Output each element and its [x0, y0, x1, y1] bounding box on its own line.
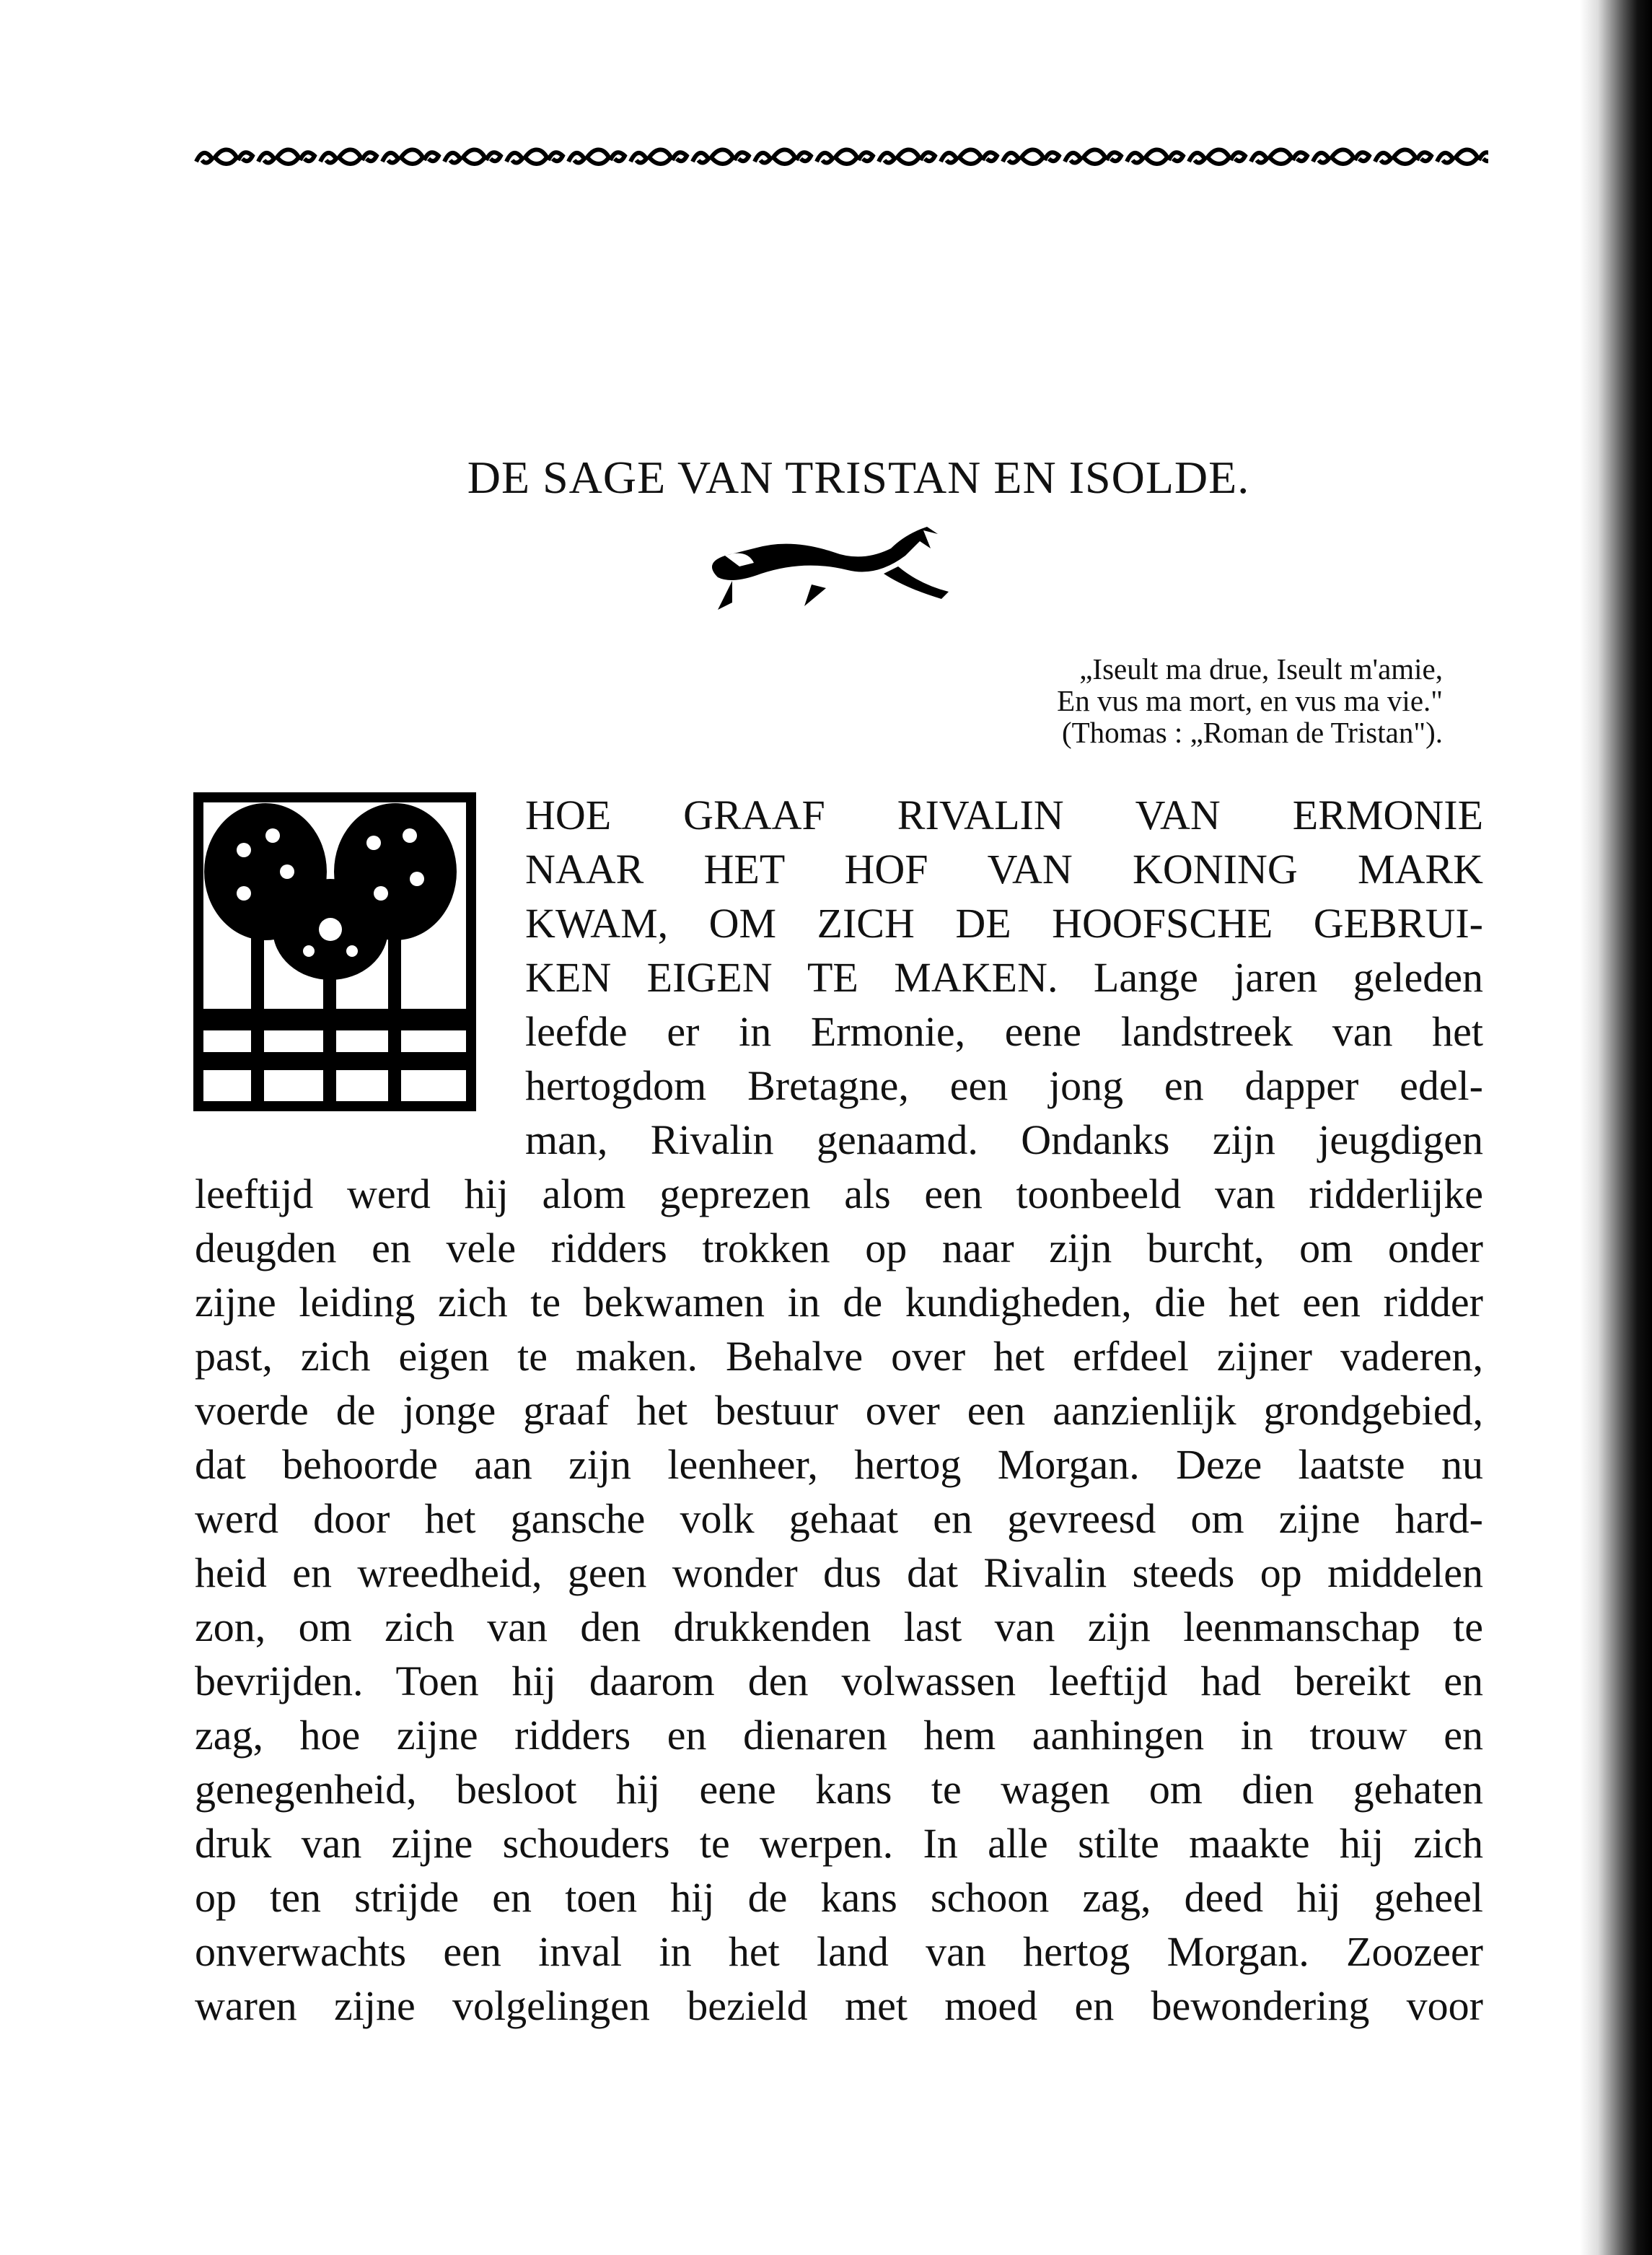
epigraph-line: „Iseult ma drue, Iseult m'amie, — [1079, 652, 1443, 686]
text-line: KEN EIGEN TE MAKEN. Lange jaren geleden — [525, 954, 1483, 1001]
text-line: KWAM, OM ZICH DE HOOFSCHE GEBRUI- — [525, 900, 1483, 947]
text-line: deugden en vele ridders trokken op naar zijn burcht, om onder — [195, 1225, 1483, 1271]
ornamental-border — [193, 143, 1488, 172]
text-line: onverwachts een inval in het land van hertog Morgan. Zoozeer — [195, 1928, 1483, 1975]
text-line: werd door het gansche volk gehaat en gevreesd om zijne hard- — [195, 1495, 1483, 1542]
epigraph — [1057, 653, 1443, 748]
scan-page-edge — [1580, 0, 1652, 2255]
page-title: DE SAGE VAN TRISTAN EN ISOLDE. — [467, 452, 1250, 503]
text-line: genegenheid, besloot hij eene kans te wagen om dien gehaten — [195, 1766, 1483, 1813]
text-line: leefde er in Ermonie, eene landstreek van het — [525, 1008, 1483, 1055]
text-line: waren zijne volgelingen bezield met moed en bewondering voor — [195, 1982, 1483, 2029]
text-line: voerde de jonge graaf het bestuur over een aanzienlijk grondgebied, — [195, 1387, 1483, 1434]
epigraph-line: En vus ma mort, en vus ma vie." — [1057, 684, 1443, 717]
text-line: hertogdom Bretagne, een jong en dapper edel- — [525, 1062, 1483, 1109]
text-line: zag, hoe zijne ridders en dienaren hem aanhingen in trouw en — [195, 1712, 1483, 1759]
decorative-initial-tree-illustration — [193, 792, 476, 1111]
text-line: man, Rivalin genaamd. Ondanks zijn jeugdigen — [525, 1116, 1483, 1163]
text-line: HOE GRAAF RIVALIN VAN ERMONIE — [525, 792, 1483, 838]
text-line: NAAR HET HOF VAN KONING MARK — [525, 846, 1483, 893]
epigraph-attribution: (Thomas : „Roman de Tristan"). — [1061, 716, 1443, 749]
text-line: bevrijden. Toen hij daarom den volwassen leeftijd had bereikt en — [195, 1658, 1483, 1704]
text-line: zon, om zich van den drukkenden last van zijn leenmanschap te — [195, 1603, 1483, 1650]
text-line: druk van zijne schouders te werpen. In alle stilte maakte hij zich — [195, 1820, 1483, 1867]
text-line: heid en wreedheid, geen wonder dus dat Rivalin steeds op middelen — [195, 1549, 1483, 1596]
text-line: op ten strijde en toen hij de kans schoon zag, deed hij geheel — [195, 1874, 1483, 1921]
dragon-ornament-icon — [703, 527, 977, 621]
text-line: leeftijd werd hij alom geprezen als een toonbeeld van ridderlijke — [195, 1170, 1483, 1217]
text-line: zijne leiding zich te bekwamen in de kundigheden, die het een ridder — [195, 1279, 1483, 1326]
text-line: past, zich eigen te maken. Behalve over het erfdeel zijner vaderen, — [195, 1333, 1483, 1380]
text-line: dat behoorde aan zijn leenheer, hertog Morgan. Deze laatste nu — [195, 1441, 1483, 1488]
